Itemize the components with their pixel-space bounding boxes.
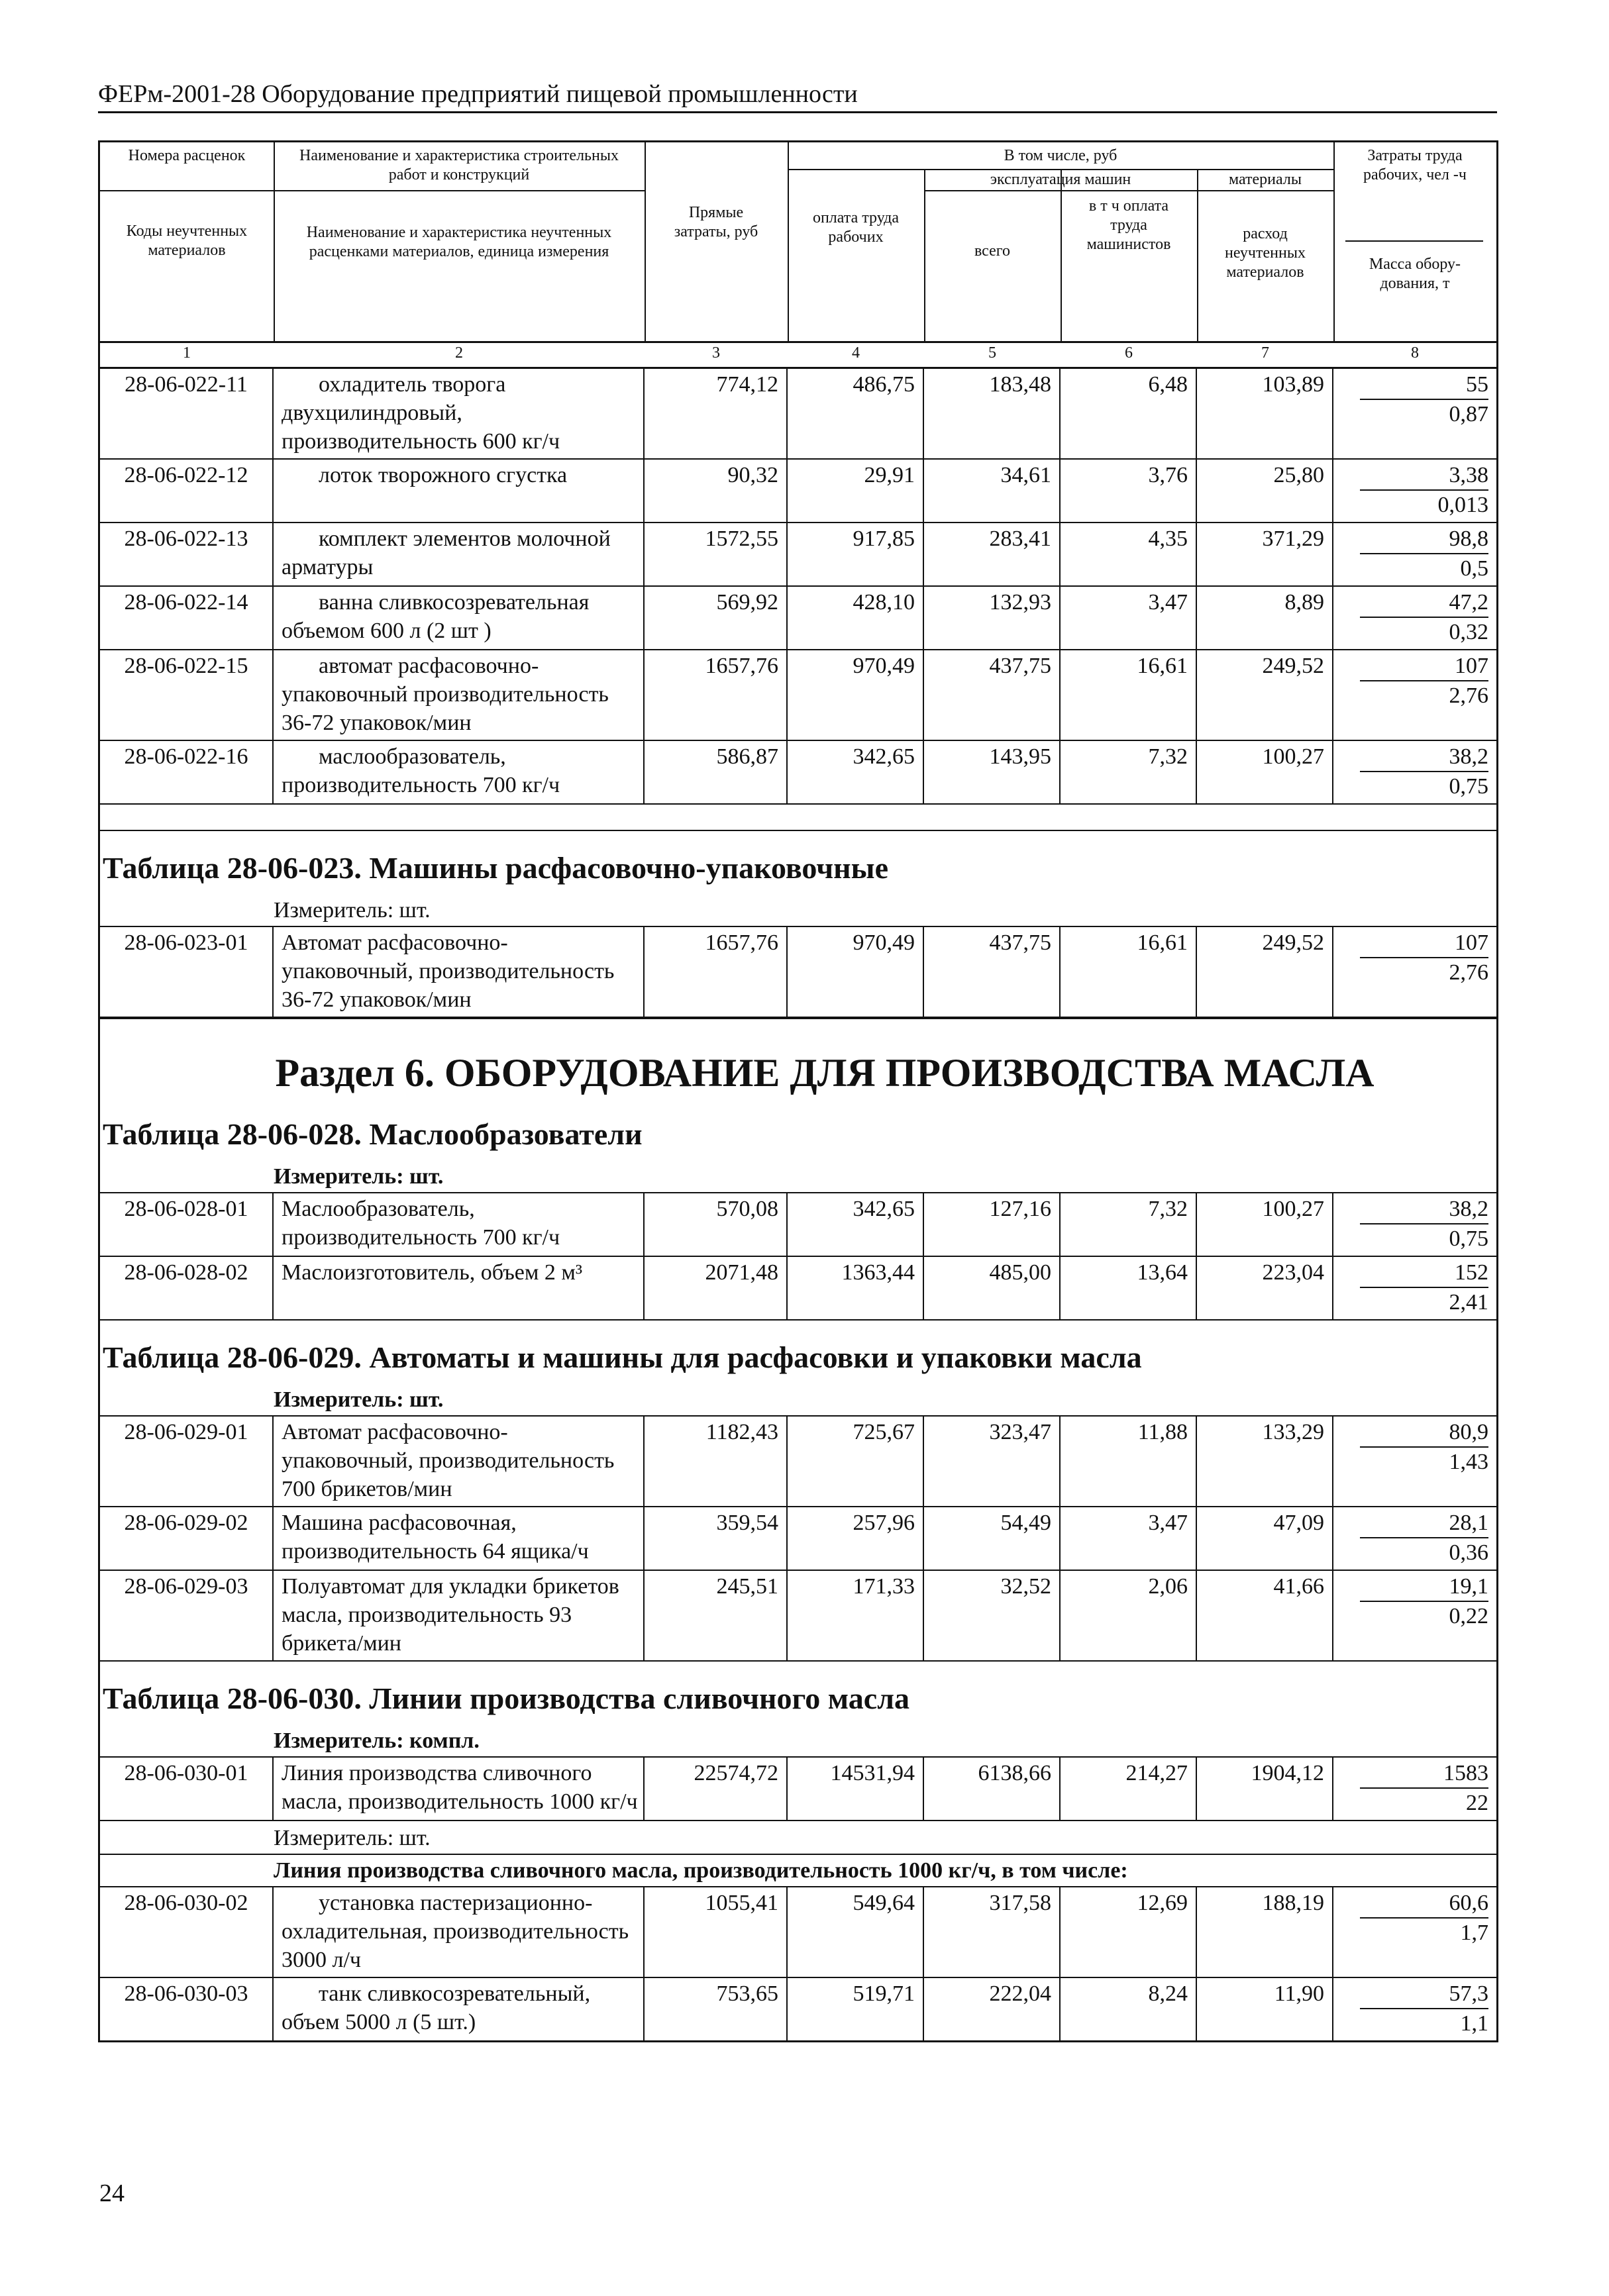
table-row: 28-06-029-01 Автомат расфасовочно-упаковочный, производительность 700 брикетов/мин 1182,43 725,67 323,47 11,88 133,29 80,9 1,43: [100, 1417, 1496, 1507]
table-subtitle: Линия производства сливочного масла, производительность 1000 кг/ч, в том числе:: [100, 1855, 1496, 1887]
section-heading: Раздел 6. ОБОРУДОВАНИЕ ДЛЯ ПРОИЗВОДСТВА МАСЛА: [100, 1018, 1496, 1113]
table-row: 28-06-029-02 Машина расфасовочная, производительность 64 ящика/ч 359,54 257,96 54,49 3,47 47,09 28,1 0,36: [100, 1507, 1496, 1571]
col-wages: оплата труда рабочих: [812, 209, 900, 246]
table-row: 28-06-028-01 Маслообразователь, производительность 700 кг/ч 570,08 342,65 127,16 7,32 100,27 38,2 0,75: [100, 1193, 1496, 1257]
measure-label: Измеритель: шт.: [100, 893, 1496, 927]
table-row: 28-06-022-11 охладитель творога двухцилиндровый, производительность 600 кг/ч 774,12 486,75 183,48 6,48 103,89 55 0,87: [100, 369, 1496, 460]
col-mat-group: материалы: [1228, 171, 1302, 188]
col-name-bottom: Наименование и характеристика неучтенных расценками материалов, единица измерения: [306, 224, 612, 260]
table-title: Таблица 28-06-028. Маслообразователи: [103, 1117, 643, 1151]
col-codes-top: Номера расценок: [128, 147, 246, 164]
table-column-header: [100, 140, 1496, 343]
col-group: В том числе, руб: [1004, 147, 1117, 164]
measure-label: Измеритель: компл.: [100, 1724, 1496, 1758]
table-row: 28-06-030-02 установка пастеризационно-охладительная, производительность 3000 л/ч 1055,41 549,64 317,58 12,69 188,19 60,6 1,7: [100, 1887, 1496, 1978]
table-row: 28-06-029-03 Полуавтомат для укладки брикетов масла, производительность 93 брикета/мин 245,51 171,33 32,52 2,06 41,66 19,1 0,22: [100, 1571, 1496, 1662]
table-row: 28-06-022-15 автомат расфасовочно-упаковочный производительность 36-72 упаковок/мин 1657,76 970,49 437,75 16,61 249,52 107 2,76: [100, 650, 1496, 741]
col-drivers: в т ч оплата труда машинистов: [1086, 197, 1171, 253]
table-title: Таблица 28-06-029. Автоматы и машины для расфасовки и упаковки масла: [103, 1340, 1142, 1374]
col-mat: расход неучтенных материалов: [1225, 225, 1306, 281]
table-row: 28-06-022-16 маслообразователь, производительность 700 кг/ч 586,87 342,65 143,95 7,32 100,27 38,2 0,75: [100, 741, 1496, 805]
measure-label: Измеритель: шт.: [100, 1383, 1496, 1417]
col-mass: Масса обору-дования, т: [1369, 256, 1461, 292]
table-row: 28-06-023-01 Автомат расфасовочно-упаковочный, производительность 36-72 упаковок/мин 1657,76 970,49 437,75 16,61 249,52 107 2,76: [100, 927, 1496, 1018]
rates-table: [98, 140, 1498, 2042]
table-row: 28-06-022-14 ванна сливкосозревательная объемом 600 л (2 шт ) 569,92 428,10 132,93 3,47 8,89 47,2 0,32: [100, 587, 1496, 650]
page-header: ФЕРм-2001-28 Оборудование предприятий пищевой промышленности: [98, 78, 1497, 113]
measure-label: Измеритель: шт.: [100, 1160, 1496, 1193]
spacer: [100, 805, 1496, 831]
column-number-row: 1 2 3 4 5 6 7 8: [100, 343, 1496, 369]
col-mach-total: всего: [974, 242, 1011, 260]
table-row: 28-06-022-13 комплект элементов молочной арматуры 1572,55 917,85 283,41 4,35 371,29 98,8 0,5: [100, 523, 1496, 587]
col-labor: Затраты труда рабочих, чел -ч: [1363, 147, 1467, 183]
table-title: Таблица 28-06-030. Линии производства сливочного масла: [103, 1681, 910, 1715]
col-expl: эксплуатация машин: [990, 171, 1131, 188]
table-row: 28-06-022-12 лоток творожного сгустка 90,32 29,91 34,61 3,76 25,80 3,38 0,013: [100, 460, 1496, 523]
measure-label: Измеритель: шт.: [100, 1821, 1496, 1855]
table-title: Таблица 28-06-023. Машины расфасовочно-упаковочные: [103, 851, 888, 885]
page-number: 24: [99, 2179, 125, 2207]
col-codes-bottom: Коды неучтенных материалов: [126, 223, 248, 259]
table-row: 28-06-028-02 Маслоизготовитель, объем 2 м³ 2071,48 1363,44 485,00 13,64 223,04 152 2,41: [100, 1257, 1496, 1321]
col-direct: Прямые затраты, руб: [674, 204, 758, 240]
table-row: 28-06-030-03 танк сливкосозревательный, объем 5000 л (5 шт.) 753,65 519,71 222,04 8,24 11,90 57,3 1,1: [100, 1978, 1496, 2040]
col-name-top: Наименование и характеристика строительных работ и конструкций: [299, 147, 619, 183]
table-row: 28-06-030-01 Линия производства сливочного масла, производительность 1000 кг/ч 22574,72 14531,94 6138,66 214,27 1904,12 1583 22: [100, 1758, 1496, 1821]
